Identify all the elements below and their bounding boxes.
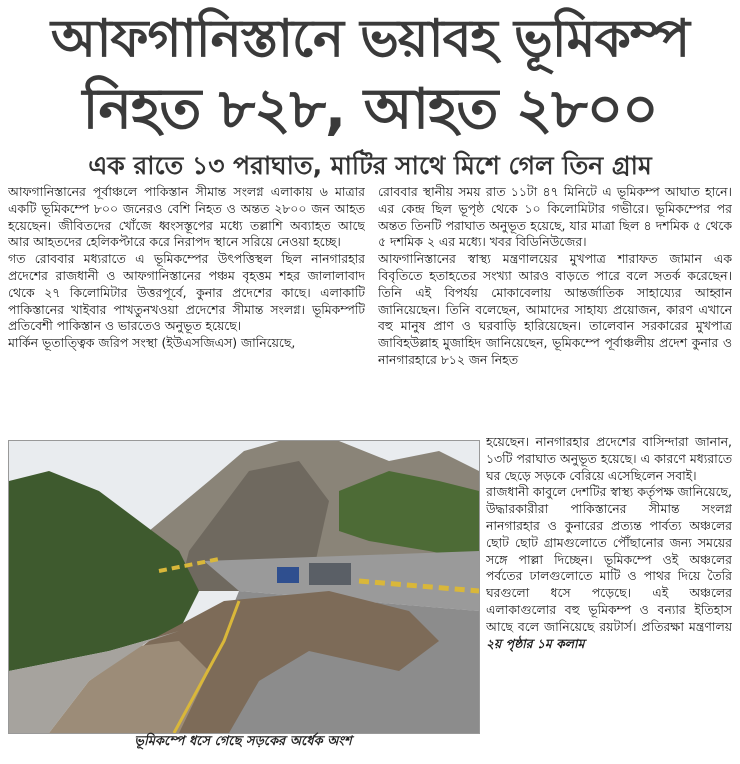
article-column-wrap [486,434,732,752]
earthquake-road-photo [8,440,480,734]
article-paragraph-text: রাজধানী কাবুলে দেশটির স্বাস্থ্য কর্তৃপক্ষ জানিয়েছে, উদ্ধারকারীরা পাকিস্তানের সীমান্ত সংলগ্ন নানগারহার ও কুনারের প্রত্যন্ত পার্বত্য অঞ্চলের ছোট ছোট গ্রামগুলোতে পৌঁছানোর জন্য সময়ের সঙ্গে পাল্লা দিচ্ছেন। ভূমিকম্পে ওই অঞ্চলের পর্বতের ঢালগুলোতে মাটি ও পাথর দিয়ে তৈরি ঘরগুলো ধসে পড়েছে। এই অঞ্চলের এলাকাগুলোর বহু ভূমিকম্প ও বন্যার ইতিহাস আছে বলে জানিয়েছে রয়টার্স। প্রতিরক্ষা মন্ত্রণালয় [486,484,732,634]
photo-truck-blue [277,567,299,583]
article-column-right [378,184,732,434]
subheadline: এক রাতে ১৩ পরাঘাত, মাটির সাথে মিশে গেল তিন গ্রাম [88,151,652,180]
article-paragraph: হয়েছেন। নানগারহার প্রদেশের বাসিন্দারা জানান, ১৩টি পরাঘাত অনুভূত হয়েছে। এ কারণে মধ্যরাতে ঘর ছেড়ে সড়কে বেরিয়ে এসেছিলেন সবাই। [486,434,732,483]
headline-line-2: নিহত ৮২৮, আহত ২৮০০ [82,77,658,142]
article-paragraph [486,484,732,652]
article-paragraph: আফগানিস্তানের স্বাস্থ্য মন্ত্রণালয়ের মুখপাত্র শারাফত জামান এক বিবৃতিতে হতাহতের সংখ্যা আরও বাড়তে পারে বলে সতর্ক করেছেন। তিনি এই বিপর্যয় মোকাবেলায় আন্তর্জাতিক সাহায্যের আহ্বান জানিয়েছেন। তিনি বলেছেন, আমাদের সাহায্য প্রয়োজন, কারণ এখানে বহু মানুষ প্রাণ ও ঘরবাড়ি হারিয়েছেন। তালেবান সরকারের মুখপাত্র জাবিহউল্লাহ মুজাহিদ জানিয়েছেন, ভূমিকম্পে পূর্বাঞ্চলীয় প্রদেশ কুনার ও নানগারহারে ৮১২ জন নিহত [378,251,732,367]
headline-line-1: আফগানিস্তানে ভয়াবহ ভূমিকম্প [50,9,690,69]
article-paragraph: রোববার স্থানীয় সময় রাত ১১টা ৪৭ মিনিটে এ ভূমিকম্প আঘাত হানে। এর কেন্দ্র ছিল ভূপৃষ্ঠ থেকে ১০ কিলোমিটার গভীরে। ভূমিকম্পের পর অন্তত তিনটি পরাঘাত অনুভূত হয়েছে, যার মাত্রা ছিল ৪ দশমিক ৫ থেকে ৫ দশমিক ২ এর মধ্যে। খবর বিডিনিউজের। [378,184,732,250]
article-column-left [8,184,365,438]
photo-illustration [9,441,479,733]
article-paragraph: মার্কিন ভূতাত্ত্বিক জরিপ সংস্থা (ইউএসজিএস) জানিয়েছে, [8,335,296,351]
continued-on-page: ২য় পৃষ্ঠার ১ম কলাম [486,635,585,651]
article-paragraph: গত রোববার মধ্যরাতে এ ভূমিকম্পের উৎপত্তিস্থল ছিল নানগারহার প্রদেশের রাজধানী ও আফগানিস্তানের পঞ্চম বৃহত্তম শহর জালালাবাদ থেকে ২৭ কিলোমিটার উত্তরপূর্বে, কুনার প্রদেশের কাছে। এলাকাটি পাকিস্তানের খাইবার পাখতুনখওয়া প্রদেশের সীমান্ত সংলগ্ন। ভূমিকম্পটি প্রতিবেশী পাকিস্তান ও ভারতেও অনুভূত হয়েছে। [8,251,365,334]
photo-truck [309,563,351,585]
photo-caption: ভূমিকম্পে ধসে গেছে সড়কের অর্ধেক অংশ [134,734,352,749]
article-paragraph: আফগানিস্তানের পূর্বাঞ্চলে পাকিস্তান সীমান্ত সংলগ্ন এলাকায় ৬ মাত্রার একটি ভূমিকম্পে ৮০০ জনেরও বেশি নিহত ও অন্তত ২৮০০ জন আহত হয়েছেন। জীবিতদের খোঁজে ধ্বংসস্তূপের মধ্যে তল্লাশি অব্যাহত আছে আর আহতদের হেলিকপ্টারে করে নিরাপদ স্থানে সরিয়ে নেওয়া হচ্ছে। [8,184,365,250]
